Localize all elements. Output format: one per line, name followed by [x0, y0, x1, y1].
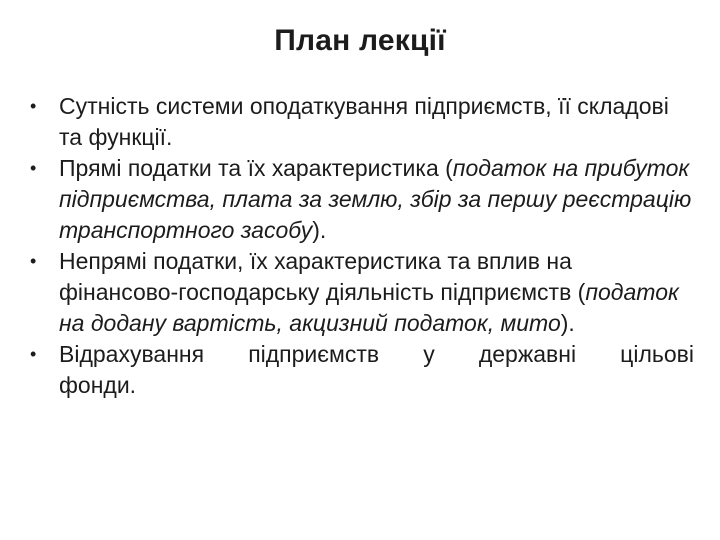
slide-title: План лекції [274, 24, 446, 57]
bullet-text: Сутність системи оподаткування підприємств, її складові та функції. [59, 93, 669, 150]
list-item [28, 153, 694, 246]
bullet-text-plain: Прямі податки та їх характеристика ( [59, 155, 453, 181]
list-item [28, 339, 694, 401]
bullet-icon: • [30, 158, 37, 178]
bullet-text-line2: фонди. [59, 372, 137, 398]
bullet-text-italic: податок на прибуток підприємства, плата за землю, збір за першу реєстрацію транспортного засобу [59, 155, 692, 243]
bullet-text-plain: Непрямі податки, їх характеристика та вплив на фінансово-господарську діяльність підприємств ( [59, 248, 586, 305]
bullet-text-line1: Відрахування підприємств у державні цільові [59, 341, 694, 367]
bullet-text-plain: ). [560, 310, 575, 336]
bullet-icon: • [30, 251, 37, 271]
bullet-text-plain: ). [312, 217, 327, 243]
bullet-icon: • [30, 96, 37, 116]
list-item [28, 91, 694, 153]
bullet-icon: • [30, 344, 37, 364]
list-item [28, 246, 694, 339]
bullet-list [28, 91, 694, 401]
bullet-text-italic: податок на додану вартість, акцизний податок, мито [59, 279, 679, 336]
